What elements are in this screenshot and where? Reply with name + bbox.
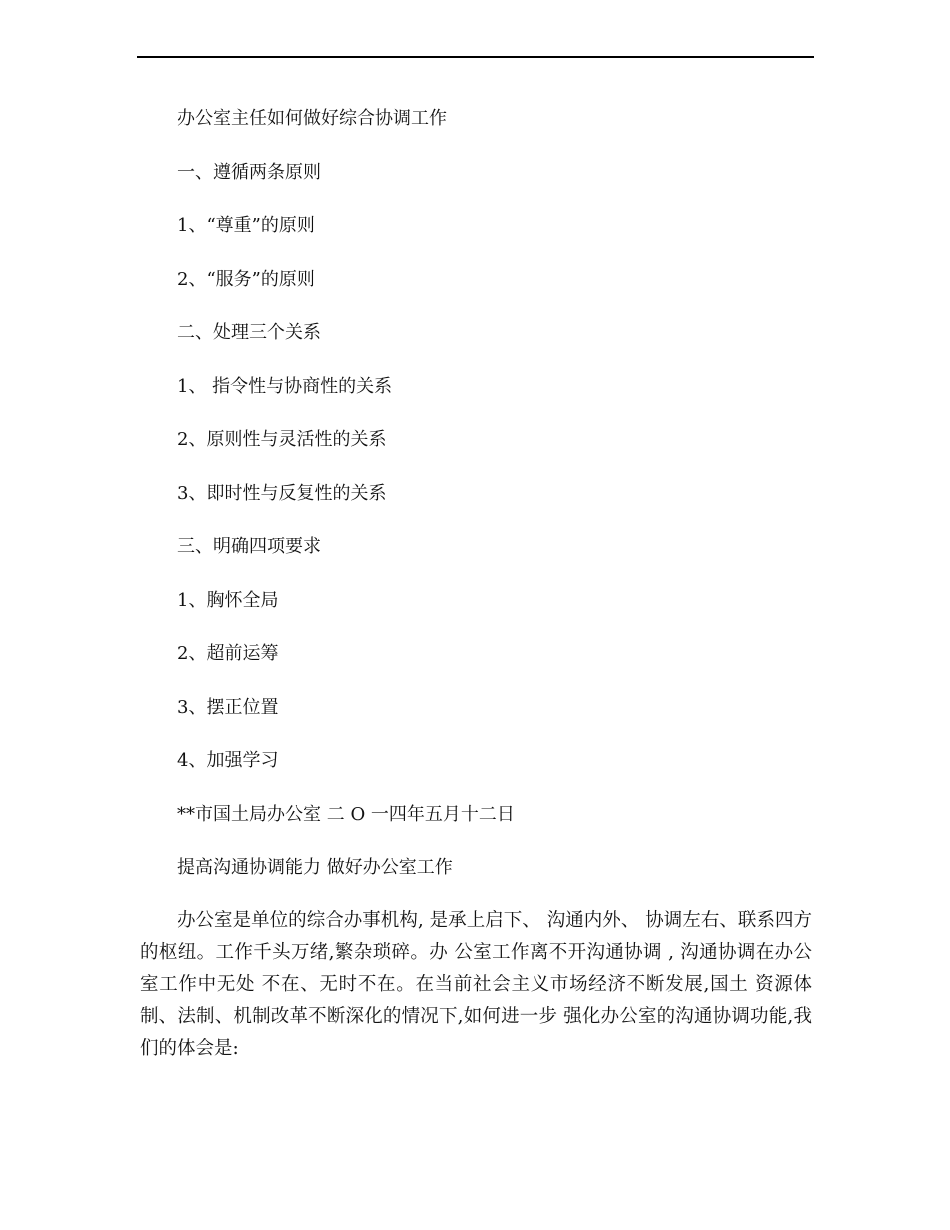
list-item: 1、胸怀全局 (177, 590, 279, 611)
list-item: 3、即时性与反复性的关系 (177, 483, 387, 504)
document-title: 办公室主任如何做好综合协调工作 (177, 108, 447, 129)
section-title: 提高沟通协调能力 做好办公室工作 (177, 857, 453, 878)
signature-line: **市国土局办公室 二 O 一四年五月十二日 (177, 804, 515, 825)
list-item: 1、“尊重”的原则 (177, 215, 315, 236)
list-item: 2、超前运筹 (177, 643, 279, 664)
list-item: 4、加强学习 (177, 750, 279, 771)
body-paragraph: 办公室是单位的综合办事机构, 是承上启下、 沟通内外、 协调左右、联系四方的枢纽。工作千头万绪,繁杂琐碎。办 公室工作离不开沟通协调 , 沟通协调在办公室工作中无处 不在、无时不在。在当前社会主义市场经济不断发展,国土 资源体制、法制、机制改革不断深化的情况下,如何进一步 强化办公室的沟通协调功能,我们的体会是: (140, 910, 812, 1059)
heading-principles: 一、遵循两条原则 (177, 162, 321, 183)
header-rule (137, 56, 814, 58)
list-item: 3、摆正位置 (177, 697, 279, 718)
list-item: 1、 指令性与协商性的关系 (177, 376, 393, 397)
list-item: 2、“服务”的原则 (177, 269, 315, 290)
list-item: 2、原则性与灵活性的关系 (177, 429, 387, 450)
heading-relations: 二、处理三个关系 (177, 322, 321, 343)
heading-requirements: 三、明确四项要求 (177, 536, 321, 557)
